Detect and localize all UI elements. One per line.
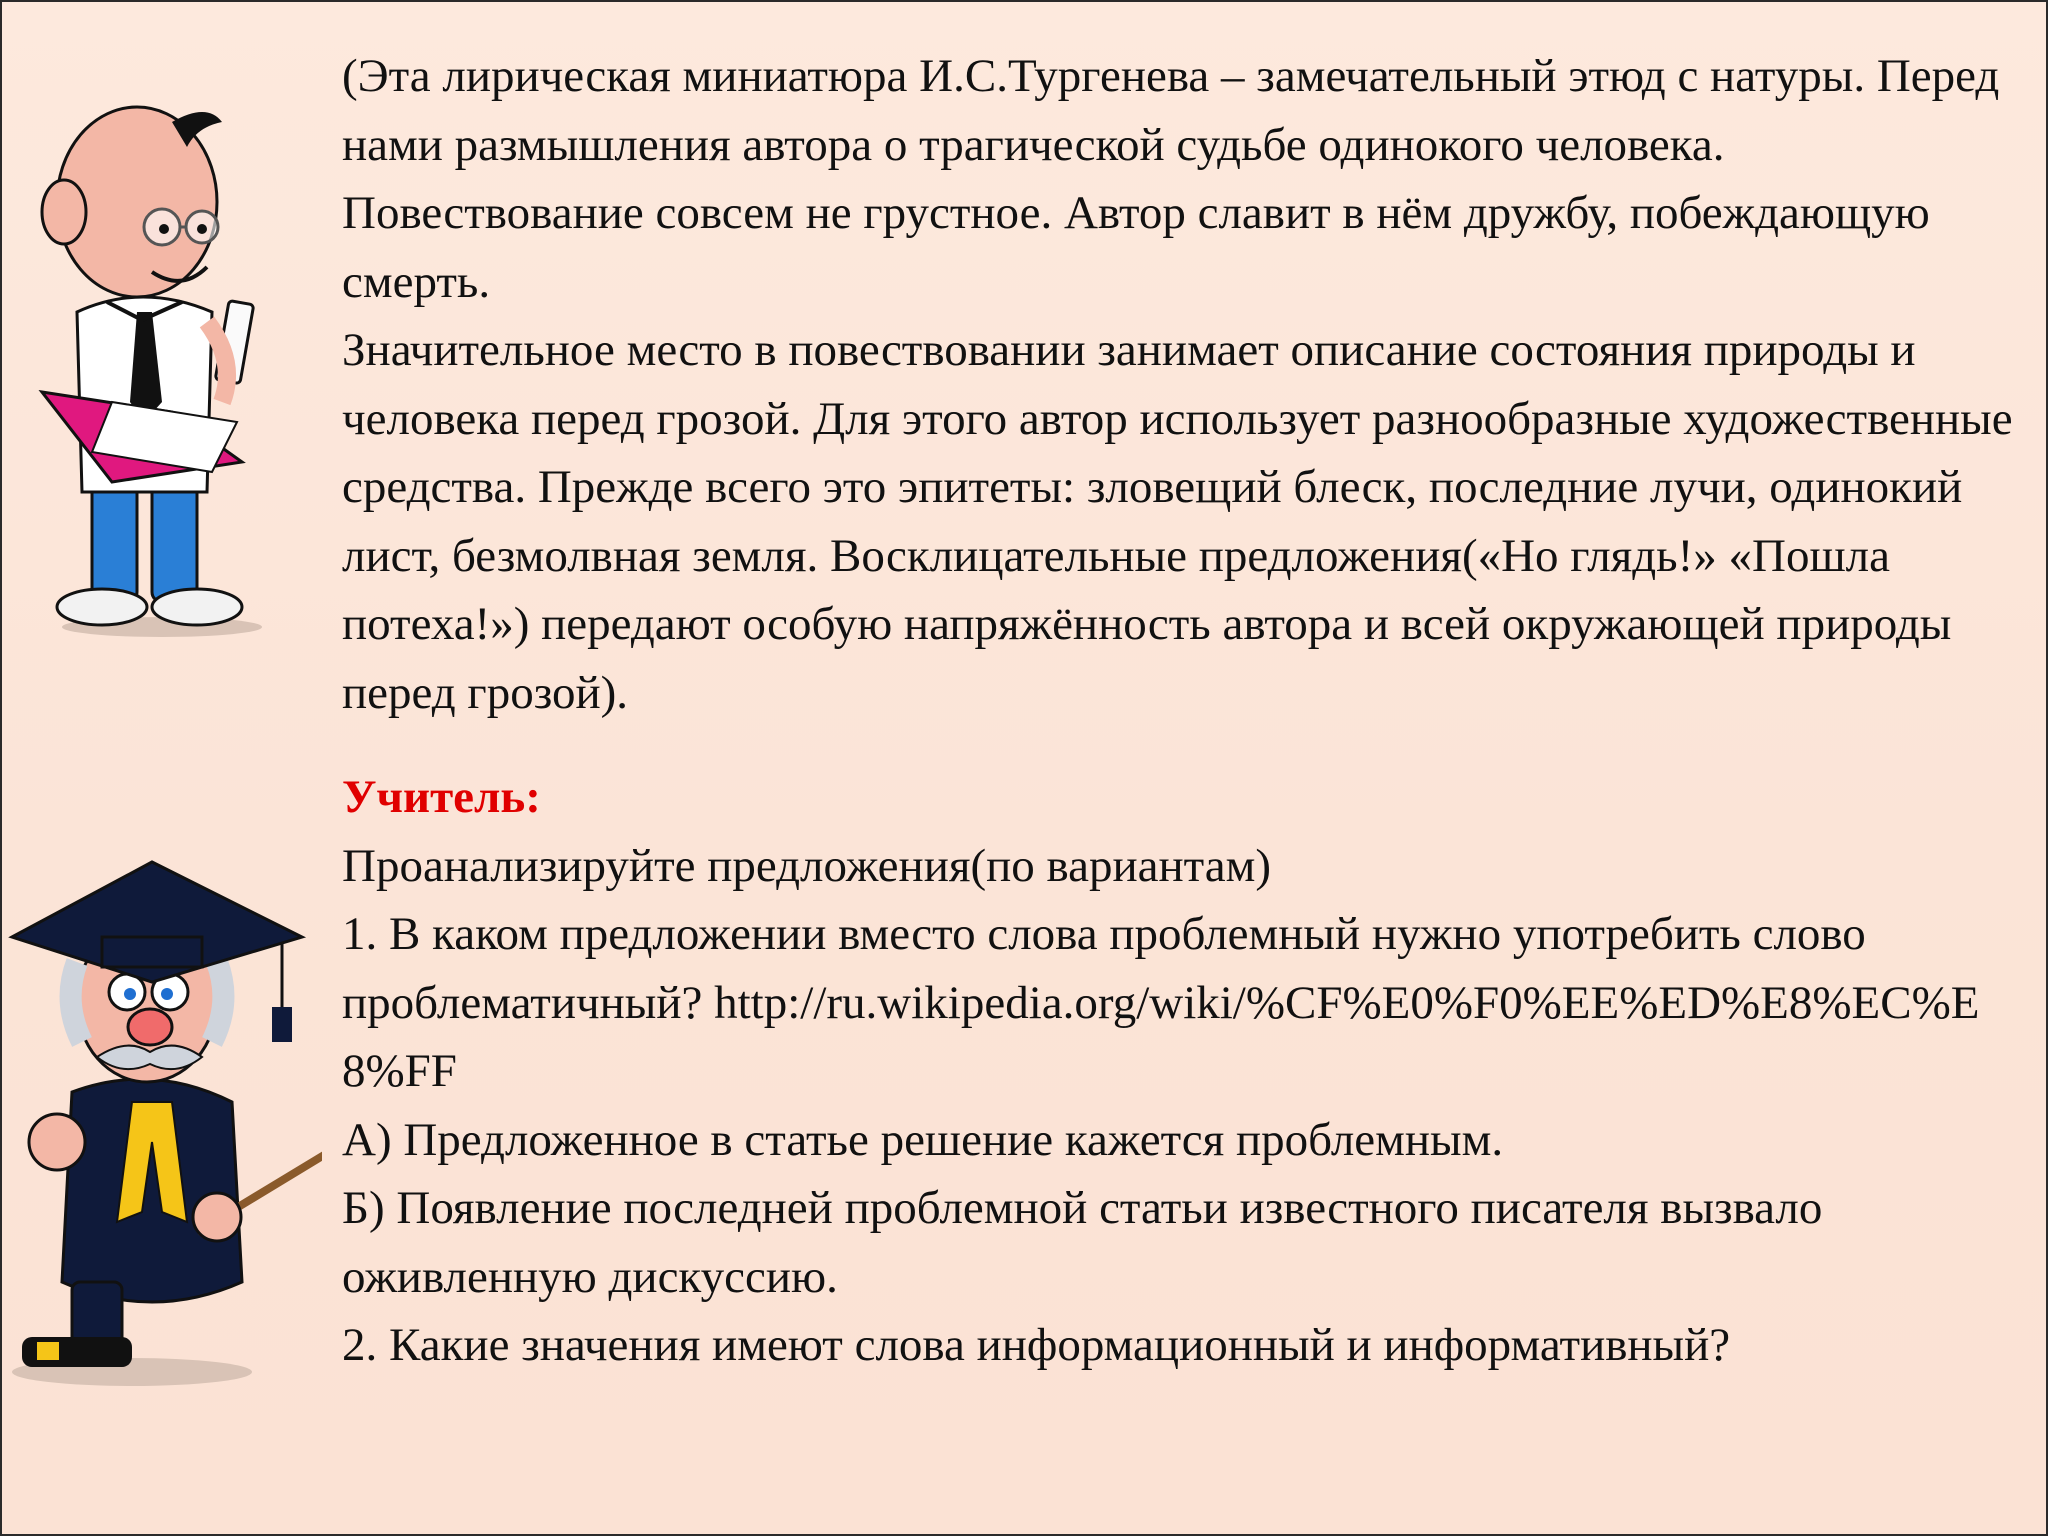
option-a: А) Предложенное в статье решение кажется проблемным. bbox=[342, 1113, 1504, 1166]
intro-paragraph-2: Значительное место в повествовании занимает описание состояния природы и человека перед грозой. Для этого автор использует разнообразные художественные средства. Прежде всего это эпитеты: зловещий блеск, последние лучи, одинокий лист, безмолвная земля. Восклицательные предложения(«Но глядь!» «Пошла потеха!») передают особую напряжённость автора и всей окружающей природы перед грозой). bbox=[342, 324, 2013, 719]
teacher-label: Учитель: bbox=[342, 771, 541, 823]
cartoon-schoolboy-icon bbox=[22, 62, 272, 642]
question-1-text: 1. В каком предложении вместо слова проблемный нужно употребить слово проблематичный? bbox=[342, 908, 1866, 1029]
wikipedia-link[interactable]: http://ru.wikipedia.org/wiki/%CF%E0%F0%EE%ED%E8%EC%E8%FF bbox=[342, 976, 1980, 1097]
intro-paragraph-1: (Эта лирическая миниатюра И.С.Тургенева – замечательный этюд с натуры. Перед нами размышления автора о трагической судьбе одинокого человека. Повествование совсем не грустное. Автор славит в нём дружбу, побеждающую смерть. bbox=[342, 50, 2000, 308]
task-text: Проанализируйте предложения(по вариантам) bbox=[342, 839, 1271, 892]
slide-text bbox=[342, 42, 2022, 1380]
question-2: 2. Какие значения имеют слова информационный и информативный? bbox=[342, 1319, 1731, 1371]
teacher-block bbox=[342, 763, 2022, 1380]
option-b: Б) Появление последней проблемной статьи известного писателя вызвало оживленную дискуссию. bbox=[342, 1182, 1823, 1303]
cartoon-professor-icon bbox=[2, 842, 322, 1402]
question-1 bbox=[342, 900, 2022, 1106]
